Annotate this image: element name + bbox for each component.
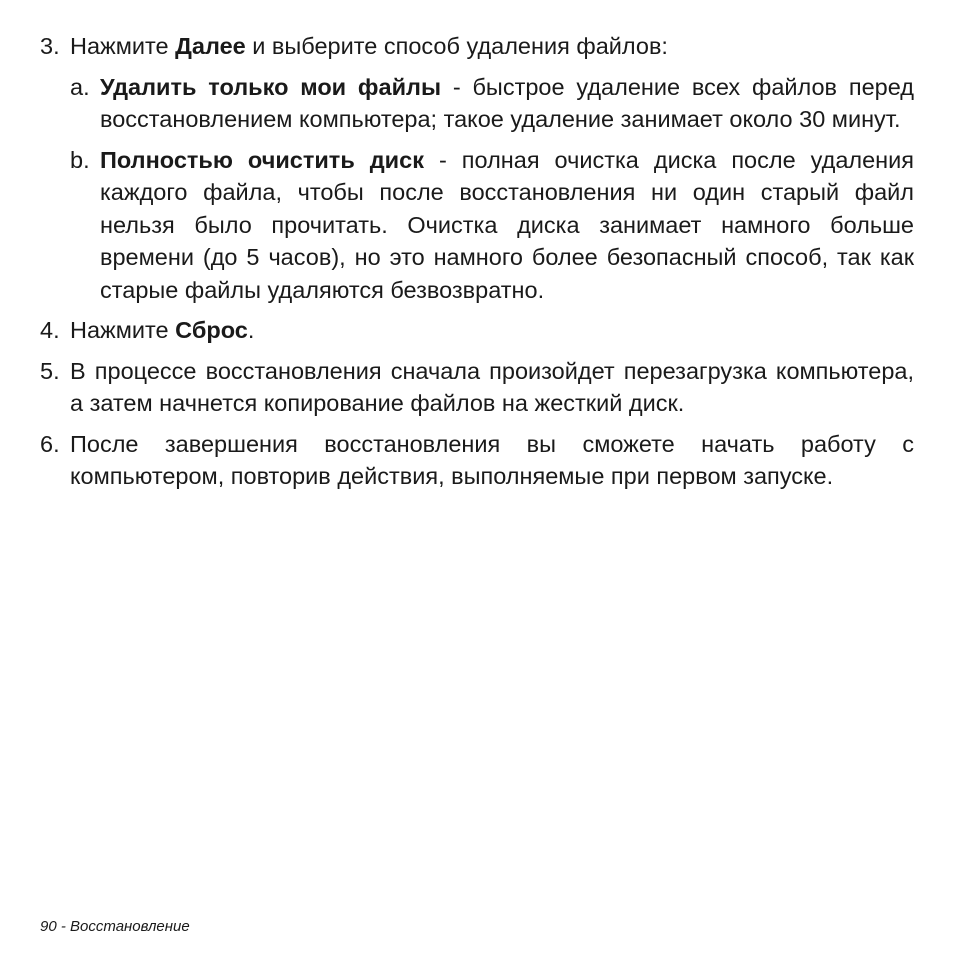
bold-term-reset: Сброс [175, 317, 248, 343]
bold-term-full-clean: Полностью очистить диск [100, 146, 424, 173]
sublist-item-b [70, 144, 914, 307]
text-segment: - полная очистка диска после удаления каждого файла, чтобы после восстановления ни один старый файл нельзя было прочитать. Очистка диска занимает намного больше времени (до 5 часов), но это намного более безопасный способ, так как старые файлы удаляются безвозвратно. [100, 146, 915, 303]
sublist-item-text [100, 71, 914, 136]
sublist-letter: b. [70, 146, 90, 173]
page-footer: 90 - Восстановление [40, 918, 190, 935]
bold-term-next: Далее [175, 33, 246, 59]
list-number: 6. [40, 430, 60, 457]
list-item-text [70, 314, 914, 347]
list-item-5 [40, 355, 914, 420]
list-number: 4. [40, 317, 60, 343]
sublist-item-text [100, 144, 914, 307]
list-item-content [70, 30, 914, 63]
sublist-item-a [70, 71, 914, 136]
list-item-text [70, 30, 914, 63]
document-body [40, 30, 914, 501]
list-number: 3. [40, 33, 60, 59]
sublist [70, 71, 914, 307]
text-segment: Нажмите [70, 317, 176, 343]
sublist-letter: a. [70, 73, 90, 100]
list-item-6 [40, 428, 914, 493]
list-item-4 [40, 314, 914, 347]
text-segment: и выберите способ удаления файлов: [245, 33, 668, 59]
list-item-3 [40, 30, 914, 63]
bold-term-delete-my-files: Удалить только мои файлы [100, 73, 442, 100]
text-segment: . [247, 317, 255, 343]
list-number: 5. [40, 357, 60, 384]
list-item-text: После завершения восстановления вы сможете начать работу с компьютером, повторив действия, выполняемые при первом запуске. [70, 430, 914, 489]
text-segment: - быстрое удаление всех файлов перед восстановлением компьютера; такое удаление занимает около 30 минут. [100, 73, 914, 132]
text-segment: Нажмите [70, 33, 176, 59]
list-item-text: В процессе восстановления сначала произойдет перезагрузка компьютера, а затем начнется копирование файлов на жесткий диск. [70, 357, 914, 416]
